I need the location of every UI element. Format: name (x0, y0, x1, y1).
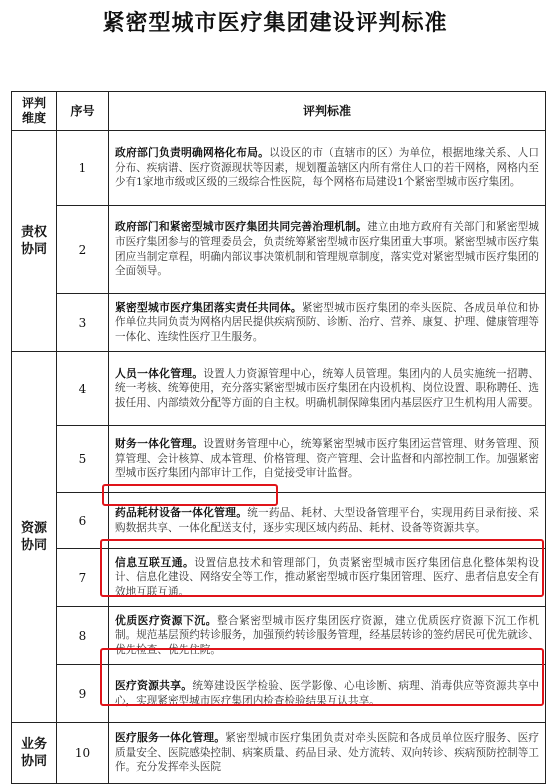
criteria-cell (109, 294, 546, 352)
table-row (12, 607, 546, 665)
criteria-cell (109, 493, 546, 549)
row-number: 3 (57, 294, 109, 352)
criteria-heading: 政府部门和紧密型城市医疗集团共同完善治理机制。 (115, 220, 368, 234)
criteria-table (11, 91, 546, 784)
criteria-text: 紧密型城市医疗集团的牵头医院、各成员单位和协作单位共同负责为网格内居民提供疾病预防、诊断、治疗、营养、康复、护理、健康管理等一体化、连续性医疗卫生服务。 (115, 301, 540, 343)
criteria-cell (109, 426, 546, 493)
table-row (12, 426, 546, 493)
criteria-heading: 药品耗材设备一体化管理。 (115, 505, 248, 519)
row-number: 6 (57, 493, 109, 549)
table-row (12, 493, 546, 549)
table-row (12, 723, 546, 784)
criteria-cell (109, 665, 546, 723)
criteria-text: 统筹建设医学检验、医学影像、心电诊断、病理、消毒供应等资源共享中心，实现紧密型城市医疗集团内检查检验结果互认共享。 (115, 679, 540, 707)
criteria-heading: 财务一体化管理。 (115, 437, 204, 451)
dimension-cell: 业务 协同 (12, 723, 57, 784)
criteria-heading: 优质医疗资源下沉。 (115, 613, 217, 627)
row-number: 10 (57, 723, 109, 784)
criteria-text: 建立由地方政府有关部门和紧密型城市医疗集团参与的管理委员会，负责统筹紧密型城市医疗集团重大事项。紧密型城市医疗集团应当制定章程，明确内部议事决策机制和管理规章制度，落实党对紧密型城市医疗集团的全面领导。 (115, 221, 539, 278)
dimension-cell: 资源 协同 (12, 352, 57, 723)
criteria-cell (109, 607, 546, 665)
table-row (12, 131, 546, 206)
table-row (12, 549, 546, 607)
row-number: 5 (57, 426, 109, 493)
row-number: 9 (57, 665, 109, 723)
criteria-text: 紧密型城市医疗集团负责对牵头医院和各成员单位医疗服务、医疗质量安全、医院感染控制、病案质量、药品目录、处方流转、双向转诊、疾病预防控制等工作。充分发挥牵头医院 (115, 732, 540, 774)
row-number: 4 (57, 352, 109, 426)
document-title: 紧密型城市医疗集团建设评判标准 (102, 11, 448, 36)
criteria-heading: 政府部门负责明确网格化布局。 (115, 146, 270, 160)
criteria-text: 设置信息技术和管理部门，负责紧密型城市医疗集团信息化整体架构设计、信息化建设、网络安全等工作，推动紧密型城市医疗集团管理、医疗、患者信息安全有效地互联互通。 (115, 556, 540, 598)
criteria-cell (109, 131, 546, 206)
criteria-text: 统一药品、耗材、大型设备管理平台，实现用药目录衔接、采购数据共享、一体化配送支付，逐步实现区域内药品、耗材、设备等资源共享。 (115, 506, 539, 534)
table-row (12, 294, 546, 352)
criteria-text: 设置财务管理中心，统筹紧密型城市医疗集团运营管理、财务管理、预算管理、会计核算、成本管理、价格管理、资产管理、会计监督和内部控制工作。加强紧密型城市医疗集团内部审计工作，自觉接受审计监督。 (115, 438, 540, 480)
row-number: 2 (57, 206, 109, 294)
criteria-text: 设置人力资源管理中心，统筹人员管理。集团内的人员实施统一招聘、统一考核、统筹使用，充分落实紧密型城市医疗集团在内设机构、岗位设置、职称聘任、选拔任用、内部绩效分配等方面的自主权。明确机制保障集团内基层医疗卫生机构用人需要。 (115, 367, 540, 409)
criteria-heading: 医疗资源共享。 (115, 678, 193, 692)
table-row (12, 352, 546, 426)
header-criteria: 评判标准 (109, 92, 546, 131)
dimension-cell: 责权 协同 (12, 131, 57, 352)
criteria-text: 整合紧密型城市医疗集团医疗资源，建立优质医疗资源下沉工作机制。规范基层预约转诊服务，加强预约转诊服务管理，经基层转诊的签约居民可优先就诊、优先检查、优先住院。 (115, 614, 540, 656)
criteria-heading: 信息互联互通。 (115, 555, 195, 569)
header-dimension: 评判 维度 (12, 92, 57, 131)
row-number: 7 (57, 549, 109, 607)
criteria-heading: 医疗服务一体化管理。 (115, 731, 226, 745)
row-number: 1 (57, 131, 109, 206)
criteria-heading: 人员一体化管理。 (115, 366, 204, 380)
criteria-cell (109, 206, 546, 294)
criteria-cell (109, 352, 546, 426)
header-seq: 序号 (57, 92, 109, 131)
criteria-text: 以设区的市（直辖市的区）为单位，根据地缘关系、人口分布、疾病谱、医疗资源现状等因素，规划覆盖辖区内所有常住人口的若干网格，网格内至少有1家地市级或区级的三级综合性医院，每个网格布局建设1个紧密型城市医疗集团。 (115, 147, 540, 189)
table-header-row (12, 92, 546, 131)
row-number: 8 (57, 607, 109, 665)
criteria-cell (109, 723, 546, 784)
criteria-heading: 紧密型城市医疗集团落实责任共同体。 (115, 300, 302, 314)
table-row (12, 665, 546, 723)
table-row (12, 206, 546, 294)
criteria-cell (109, 549, 546, 607)
